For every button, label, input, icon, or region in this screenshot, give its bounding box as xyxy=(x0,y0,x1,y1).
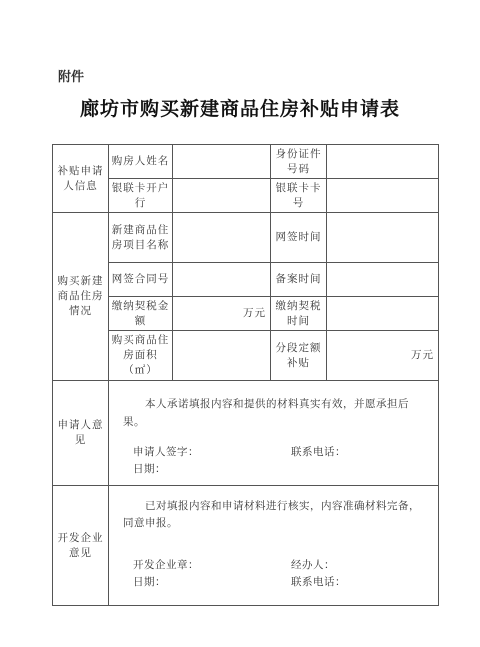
subsidy-label: 分段定额补贴 xyxy=(271,331,327,381)
area-label: 购买商品住房面积（㎡） xyxy=(109,331,173,381)
developer-seal-label: 开发企业章： xyxy=(133,559,199,571)
deed-tax-field[interactable] xyxy=(173,297,271,331)
deed-tax-label: 缴纳契税金额 xyxy=(109,297,173,331)
applicant-date-label: 日期： xyxy=(133,463,166,475)
applicant-statement: 本人承诺填报内容和提供的材料真实有效，并愿承担后果。 xyxy=(123,398,409,428)
contract-no-field[interactable] xyxy=(173,263,271,297)
applicant-opinion-box[interactable] xyxy=(109,381,439,486)
subsidy-application-form xyxy=(52,144,439,606)
buyer-name-label: 购房人姓名 xyxy=(109,145,173,179)
subsidy-unit: 万元 xyxy=(411,349,434,361)
developer-date-label: 日期： xyxy=(133,576,166,588)
developer-opinion-label: 开发企业意见 xyxy=(53,486,109,606)
record-time-field[interactable] xyxy=(327,263,439,297)
sign-time-field[interactable] xyxy=(327,213,439,263)
buyer-name-field[interactable] xyxy=(173,145,271,179)
applicant-section-label: 补贴申请人信息 xyxy=(53,145,109,213)
card-number-label: 银联卡卡号 xyxy=(271,179,327,213)
purchase-section-label: 购买新建商品住房情况 xyxy=(53,213,109,381)
id-number-label: 身份证件号码 xyxy=(271,145,327,179)
deed-tax-time-label: 缴纳契税时间 xyxy=(271,297,327,331)
id-number-field[interactable] xyxy=(327,145,439,179)
project-name-label: 新建商品住房项目名称 xyxy=(109,213,173,263)
sign-time-label: 网签时间 xyxy=(271,213,327,263)
deed-tax-time-field[interactable] xyxy=(327,297,439,331)
attachment-label: 附件 xyxy=(58,70,85,85)
deed-tax-unit: 万元 xyxy=(243,307,266,319)
applicant-opinion-label: 申请人意见 xyxy=(53,381,109,486)
bank-label: 银联卡开户行 xyxy=(109,179,173,213)
card-number-field[interactable] xyxy=(327,179,439,213)
bank-field[interactable] xyxy=(173,179,271,213)
applicant-signature-label: 申请人签字： xyxy=(133,446,199,458)
project-name-field[interactable] xyxy=(173,213,271,263)
developer-handler-label: 经办人： xyxy=(291,559,335,571)
record-time-label: 备案时间 xyxy=(271,263,327,297)
developer-phone-label: 联系电话： xyxy=(291,576,346,588)
developer-statement: 已对填报内容和申请材料进行核实，内容准确材料完备，同意申报。 xyxy=(123,500,420,529)
contract-no-label: 网签合同号 xyxy=(109,263,173,297)
developer-opinion-box[interactable] xyxy=(109,486,439,606)
form-title: 廊坊市购买新建商品住房补贴申请表 xyxy=(79,98,400,120)
applicant-phone-label: 联系电话： xyxy=(291,446,346,458)
area-field[interactable] xyxy=(173,331,271,381)
subsidy-field[interactable] xyxy=(327,331,439,381)
